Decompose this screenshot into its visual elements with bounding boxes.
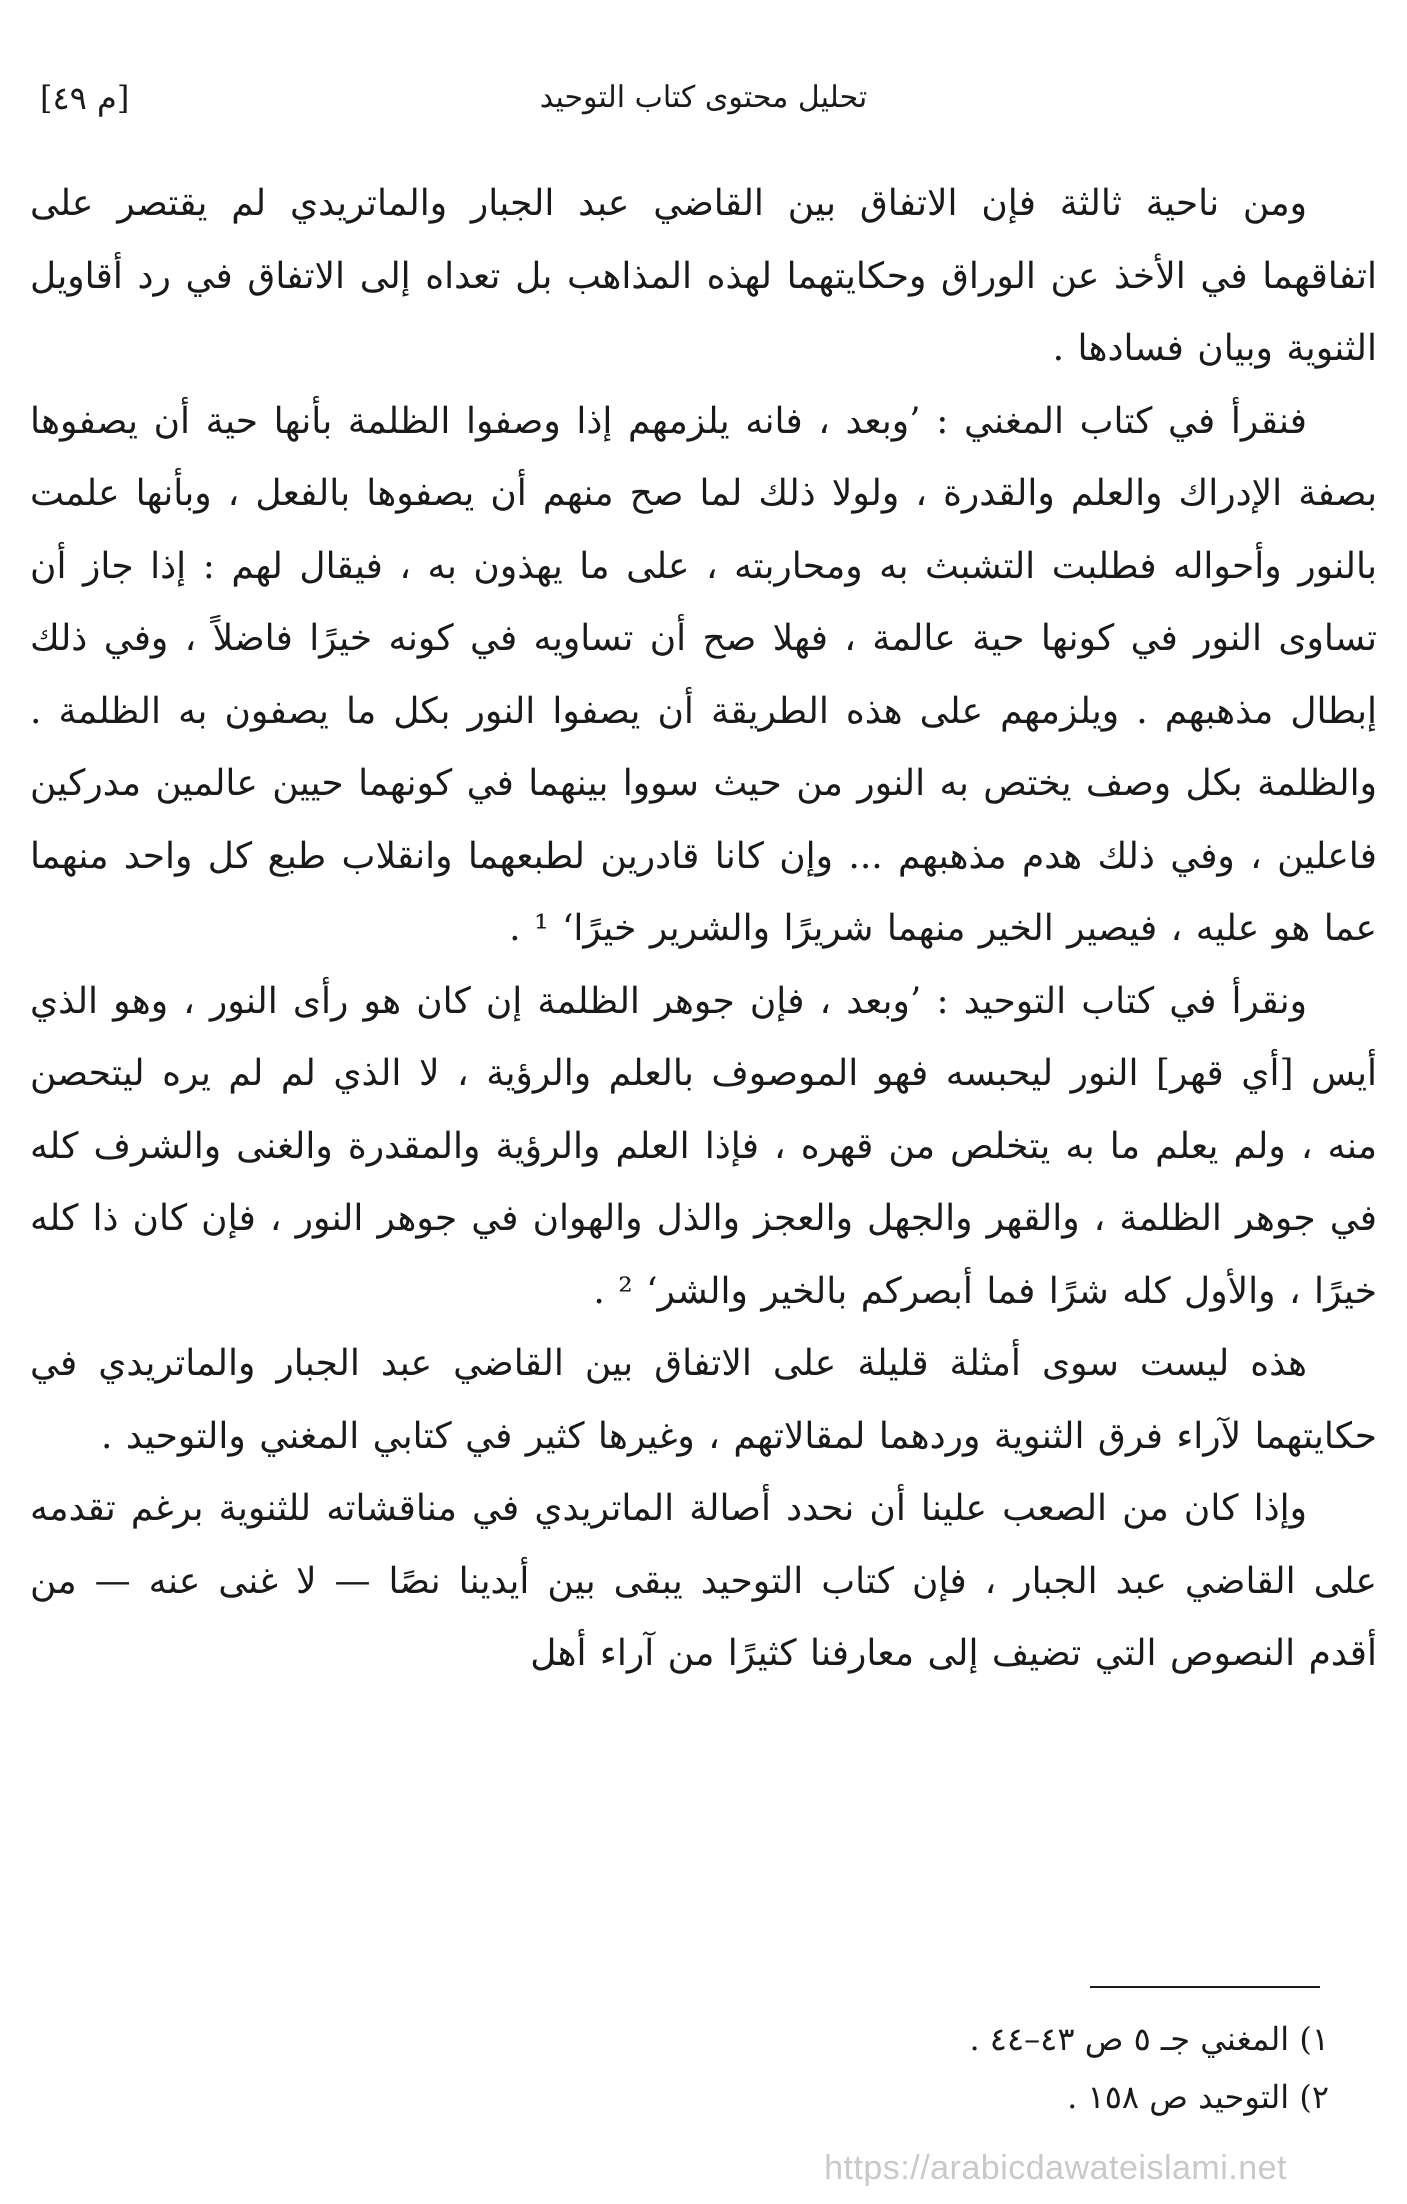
page-number: [م ٤٩] [40, 79, 130, 117]
paragraph: هذه ليست سوى أمثلة قليلة على الاتفاق بين القاضي عبد الجبار والماتريدي في حكايتهما لآراء فرق الثنوية وردهما لمقالاتهم ، وغيرها كثير في كتابي المغني والتوحيد . [30, 1343, 1377, 1457]
paragraph: وإذا كان من الصعب علينا أن نحدد أصالة الماتريدي في مناقشاته للثنوية برغم تقدمه على القاضي عبد الجبار ، فإن كتاب التوحيد يبقى بين أيدينا نصًا — لا غنى عنه — من أقدم النصوص التي تضيف إلى معارفنا كثيرًا من آراء أهل [30, 1488, 1377, 1674]
footnote: ١) المغني جـ ٥ ص ٤٣–٤٤ . [969, 2020, 1329, 2058]
footnotes [429, 2010, 1329, 2126]
paragraph: ومن ناحية ثالثة فإن الاتفاق بين القاضي عبد الجبار والماتريدي لم يقتصر على اتفاقهما في الأخذ عن الوراق وحكايتهما لهذه المذاهب بل تعداه إلى الاتفاق في رد أقاويل الثنوية وبيان فسادها . [30, 183, 1377, 369]
footnote-divider [1090, 1986, 1320, 1988]
main-text [30, 168, 1377, 1691]
running-header [40, 68, 1367, 128]
footnote: ٢) التوحيد ص ١٥٨ . [1067, 2078, 1329, 2116]
paragraph: فنقرأ في كتاب المغني : ’وبعد ، فانه يلزمهم إذا وصفوا الظلمة بأنها حية أن يصفوها بصفة الإدراك والعلم والقدرة ، ولولا ذلك لما صح منهم أن يصفوها بالفعل ، وبأنها علمت بالنور وأحواله فطلبت التشبث به ومحاربته ، على ما يهذون به ، فيقال لهم : إذا جاز أن تساوى النور في كونها حية عالمة ، فهلا صح أن تساويه في كونه خيرًا فاضلاً ، وفي ذلك إبطال مذهبهم . ويلزمهم على هذه الطريقة أن يصفوا النور بكل ما يصفون به الظلمة . والظلمة بكل وصف يختص به النور من حيث سووا بينهما في كونهما حيين عالمين مدركين فاعلين ، وفي ذلك هدم مذهبهم ... وإن كانا قادرين لطبعهما وانقلاب طبع كل واحد منهما عما هو عليه ، فيصير الخير منهما شريرًا والشرير خيرًا‘ ¹ . [30, 400, 1377, 949]
watermark-url: https://arabicdawateislami.net [824, 2149, 1287, 2187]
paragraph: ونقرأ في كتاب التوحيد : ’وبعد ، فإن جوهر الظلمة إن كان هو رأى النور ، وهو الذي أيس [أي قهر] النور ليحبسه فهو الموصوف بالعلم والرؤية ، لا الذي لم لم يره ليتحصن منه ، ولم يعلم ما به يتخلص من قهره ، فإذا العلم والرؤية والمقدرة والغنى والشرف كله في جوهر الظلمة ، والقهر والجهل والعجز والذل والهوان في جوهر النور ، فإن كان ذا كله خيرًا ، والأول كله شرًا فما أبصركم بالخير والشر‘ ² . [30, 980, 1377, 1312]
running-title: تحليل محتوى كتاب التوحيد [539, 80, 868, 115]
